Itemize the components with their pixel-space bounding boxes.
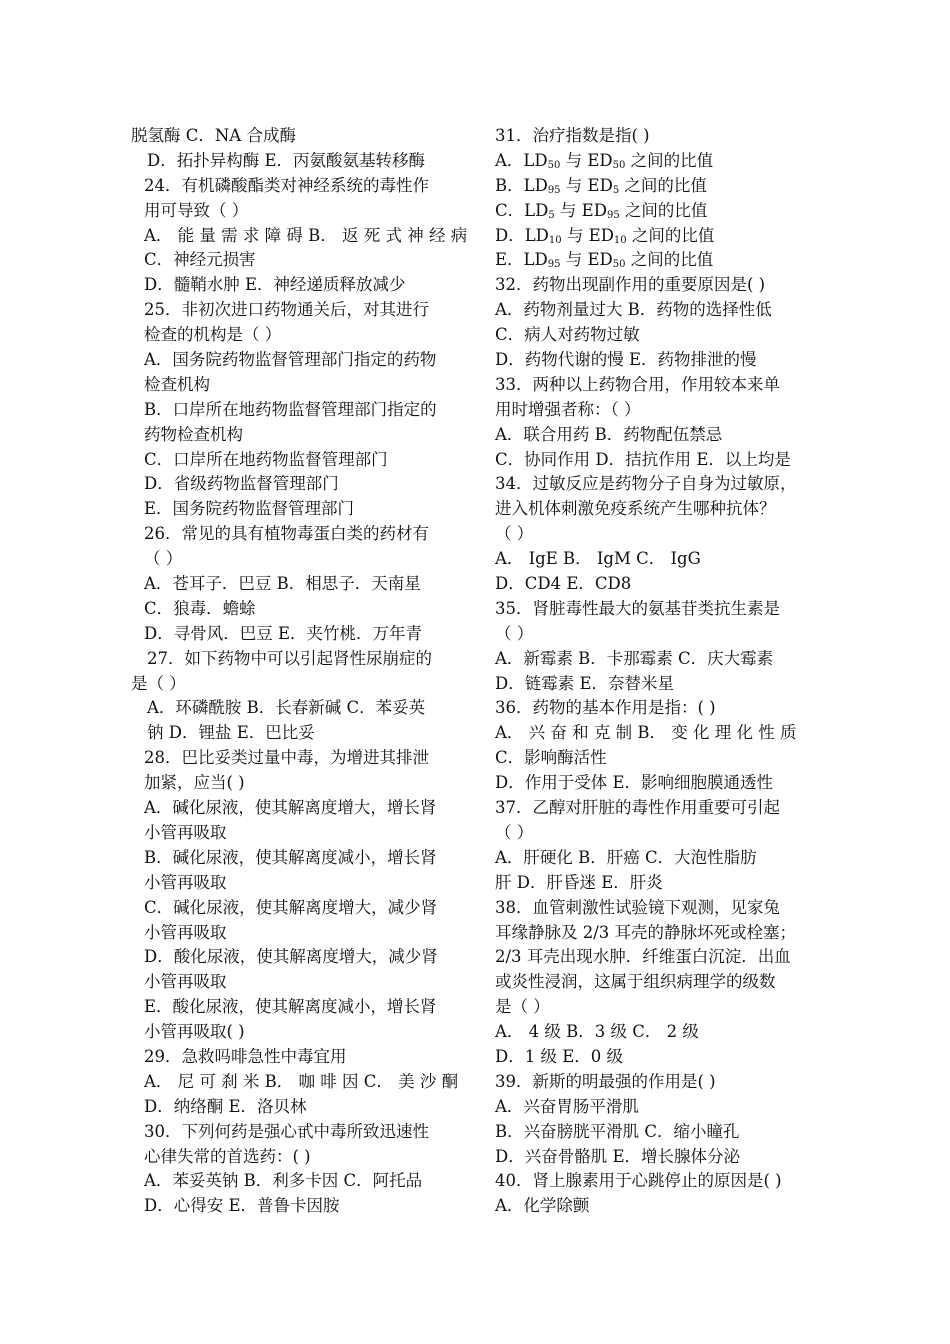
text-line: A．国务院药物监督管理部门指定的药物 [144,350,437,370]
text-line: 小管再吸取 [144,822,227,842]
text-line: 心律失常的首选药：( ) [144,1146,311,1166]
text-line: C．协同作用 D．拮抗作用 E．以上均是 [495,449,791,469]
text-line: D．CD4 E．CD8 [495,574,632,594]
text-line: C．$LD_5$ 与 $ED_{95}$ 之间的比值 [495,200,708,221]
text-line: 25．非初次进口药物通关后，对其进行 [144,300,429,320]
text-line: A．环磷酰胺 B．长春新碱 C．苯妥英 [147,698,426,718]
text-line: 33．两种以上药物合用，作用较本来单 [495,374,780,394]
text-line: 或炎性浸润，这属于组织病理学的级数 [495,972,776,992]
text-line: D．省级药物监督管理部门 [144,474,339,494]
text-line: 检查机构 [144,374,210,394]
text-line: 是（ ） [131,673,186,693]
text-line: C．神经元损害 [144,250,256,270]
text-line: 37．乙醇对肝脏的毒性作用重要可引起 [495,798,780,818]
text-line: （ ） [495,524,534,544]
text-line: 进入机体刺激免疫系统产生哪种抗体？ [495,499,776,519]
text-line: 39．新斯的明最强的作用是( ) [495,1071,716,1091]
text-line: A．联合用药 B．药物配伍禁忌 [495,424,723,444]
text-line: （ ） [495,623,534,643]
text-line: 用可导致（ ） [144,200,249,220]
text-line: 肝 D．肝昏迷 E．肝炎 [495,872,663,892]
text-line: B．$LD_{95}$ 与 $ED_5$ 之间的比值 [495,175,707,196]
text-line: 30．下列何药是强心甙中毒所致迅速性 [144,1121,429,1141]
text-line: 40．肾上腺素用于心跳停止的原因是( ) [495,1171,782,1191]
text-line: 28．巴比妥类过量中毒，为增进其排泄 [144,748,429,768]
text-line: 24．有机磷酸酯类对神经系统的毒性作 [144,175,429,195]
text-line: 26．常见的具有植物毒蛋白类的药材有 [144,524,429,544]
text-line: 27．如下药物中可以引起肾性尿崩症的 [147,648,432,668]
text-line: A．药物剂量过大 B．药物的选择性低 [495,300,772,320]
text-line: C．口岸所在地药物监督管理部门 [144,449,388,469]
text-line: A．苍耳子．巴豆 B．相思子．天南星 [144,574,421,594]
text-line: B．碱化尿液，使其解离度减小，增长肾 [144,847,437,867]
text-line: D．药物代谢的慢 E．药物排泄的慢 [495,350,757,370]
text-line: 小管再吸取( ) [144,1022,245,1042]
text-line: 是（ ） [495,997,550,1017]
text-line: A． 4 级 B．3 级 C． 2 级 [495,1022,699,1042]
text-line: A．苯妥英钠 B．利多卡因 C．阿托品 [144,1171,423,1191]
text-line: 脱氢酶 C．NA 合成酶 [131,126,296,145]
right-column [493,124,821,1219]
text-line: C．碱化尿液，使其解离度增大，减少肾 [144,897,438,917]
text-line: 34．过敏反应是药物分子自身为过敏原， [495,474,797,494]
text-line: A． IgE B． IgM C． IgG [495,549,701,569]
text-line: 小管再吸取 [144,922,227,942]
text-line: 检查的机构是（ ） [144,325,282,345]
text-line: 36．药物的基本作用是指：( ) [495,698,716,718]
text-line: 耳缘静脉及 2/3 耳壳的静脉坏死或栓塞； [495,922,797,942]
text-line: 钠 D．锂盐 E．巴比妥 [147,723,315,743]
text-line: A．兴奋胃肠平滑肌 [495,1096,639,1116]
text-line: A．肝硬化 B．肝癌 C．大泡性脂肪 [495,847,757,867]
text-line: D．链霉素 E．奈替米星 [495,673,675,693]
text-line: 38．血管刺激性试验镜下观测，见家兔 [495,897,780,917]
text-line: D．1 级 E．0 级 [495,1046,624,1066]
text-line: D．作用于受体 E．影响细胞膜通透性 [495,773,774,793]
text-line: D．$LD_{10}$ 与 $ED_{10}$ 之间的比值 [495,225,715,246]
text-line: 用时增强者称：（ ） [495,399,641,419]
text-line: A．碱化尿液，使其解离度增大，增长肾 [144,798,437,818]
text-line: B．兴奋膀胱平滑肌 C．缩小瞳孔 [495,1121,740,1141]
text-line: E．$LD_{95}$ 与 $ED_{50}$ 之间的比值 [495,250,714,271]
text-line: 32．药物出现副作用的重要原因是( ) [495,275,766,295]
text-line: D．髓鞘水肿 E．神经递质释放减少 [144,275,406,295]
text-line: （ ） [144,549,183,569]
text-line: C．病人对药物过敏 [495,325,640,345]
left-column [131,124,468,1219]
text-line: 35．肾脏毒性最大的氨基苷类抗生素是 [495,598,780,618]
text-line: C．狼毒．蟾蜍 [144,598,256,618]
text-line: （ ） [495,822,534,842]
text-line: D．拓扑异构酶 E．丙氨酸氨基转移酶 [147,150,426,170]
text-line: 31．治疗指数是指( ) [495,126,650,145]
text-line: D．纳络酮 E．洛贝林 [144,1096,307,1116]
text-line: D．酸化尿液，使其解离度增大，减少肾 [144,947,438,967]
text-line: 小管再吸取 [144,972,227,992]
text-line: A．$LD_{50}$ 与 $ED_{50}$ 之间的比值 [495,150,714,171]
text-line: A． 兴 奋 和 克 制 B． 变 化 理 化 性 质 [495,723,797,743]
text-line: 2/3 耳壳出现水肿．纤维蛋白沉淀．出血 [495,947,791,967]
text-line: C．影响酶活性 [495,748,607,768]
text-line: E．酸化尿液，使其解离度减小，增长肾 [144,997,437,1017]
text-line: B．口岸所在地药物监督管理部门指定的 [144,399,437,419]
text-line: E．国务院药物监督管理部门 [144,499,355,519]
text-line: A．新霉素 B．卡那霉素 C．庆大霉素 [495,648,774,668]
text-line: 加紧，应当( ) [144,773,245,793]
text-line: 药物检查机构 [144,424,243,444]
text-line: A． 能 量 需 求 障 碍 B． 返 死 式 神 经 病 [144,225,468,245]
text-line: 小管再吸取 [144,872,227,892]
text-line: A．化学除颤 [495,1196,590,1216]
text-line: D．兴奋骨骼肌 E．增长腺体分泌 [495,1146,741,1166]
text-line: A． 尼 可 刹 米 B． 咖 啡 因 C． 美 沙 酮 [144,1071,459,1091]
text-line: D．寻骨风．巴豆 E．夹竹桃．万年青 [144,623,423,643]
text-line: 29．急救吗啡急性中毒宜用 [144,1046,347,1066]
text-line: D．心得安 E．普鲁卡因胺 [144,1196,340,1216]
